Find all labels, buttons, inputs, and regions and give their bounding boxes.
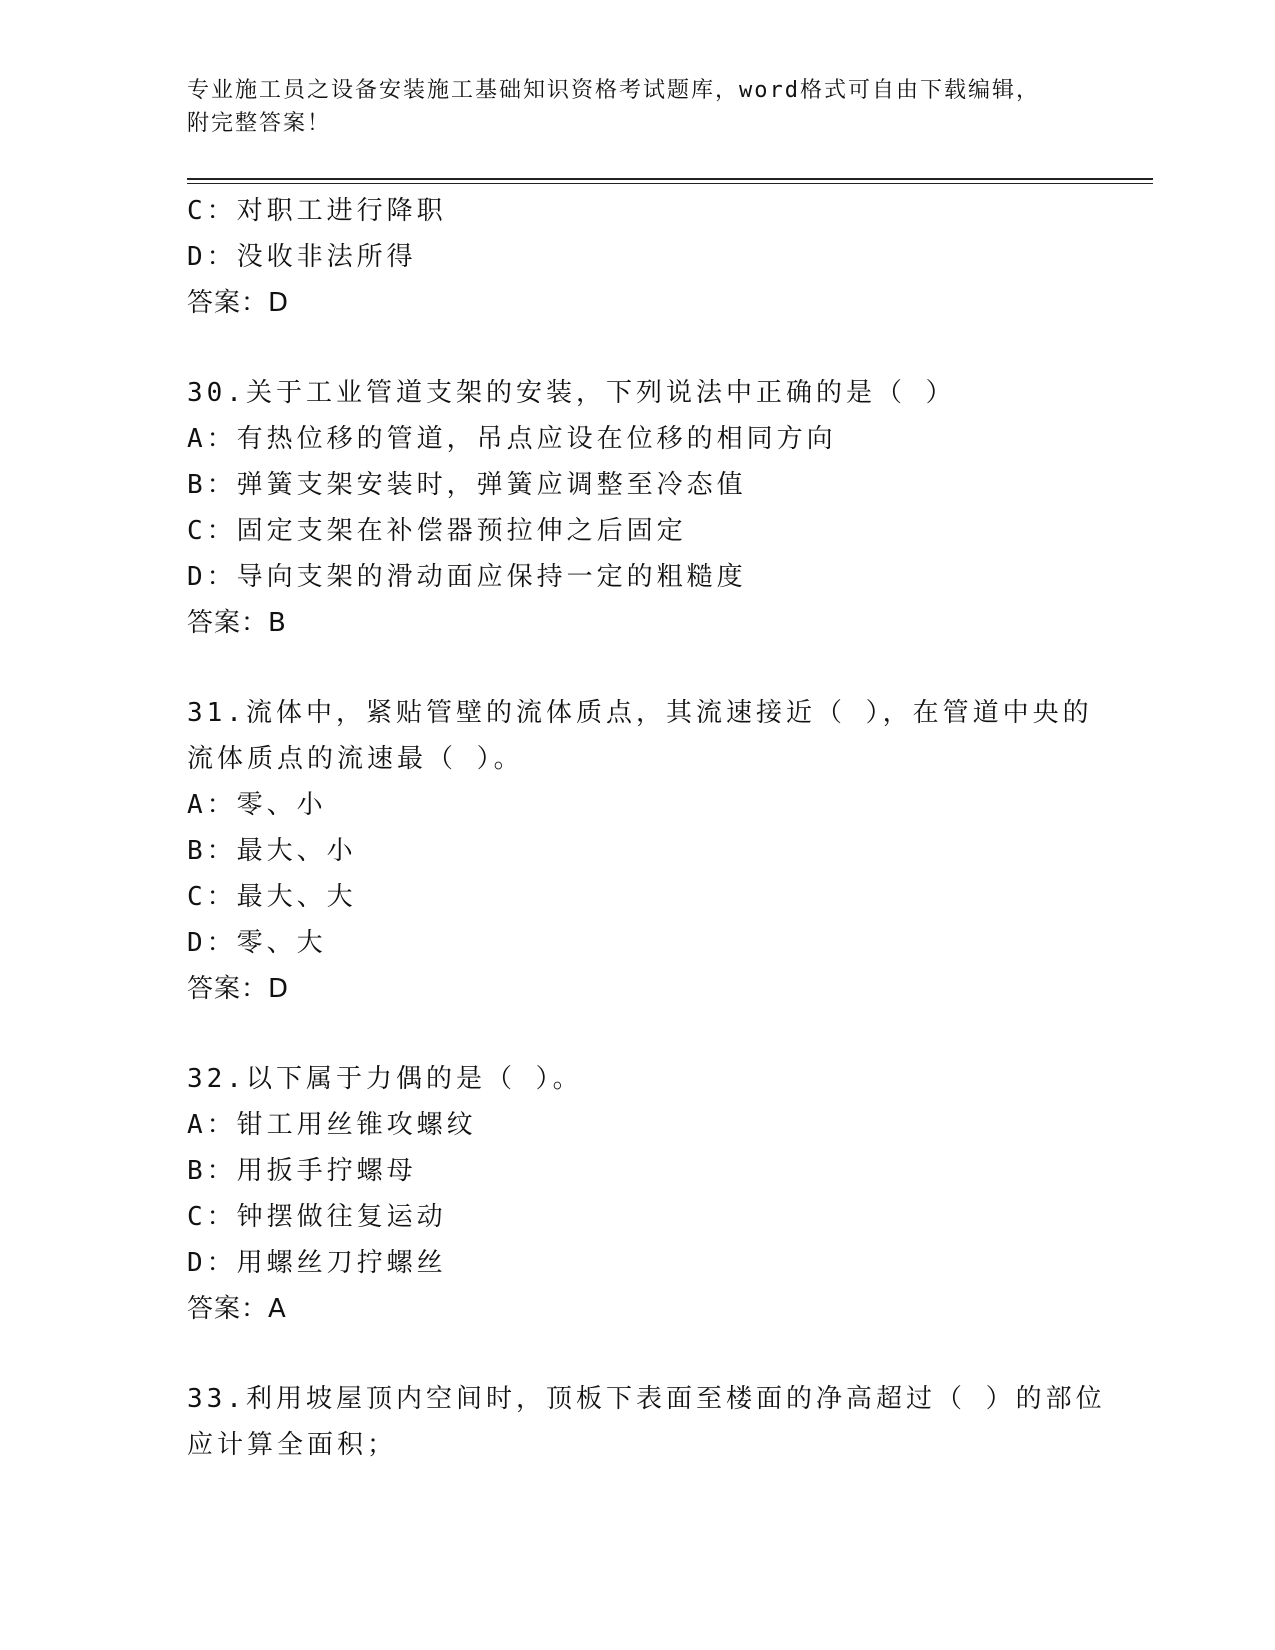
question-text: 30.关于工业管道支架的安装，下列说法中正确的是（ ）: [187, 378, 956, 408]
question-text-line-1: 33.利用坡屋顶内空间时，顶板下表面至楼面的净高超过（ ）的部位: [187, 1384, 1106, 1414]
option-c: C：最大、大: [187, 882, 357, 912]
option-c: C：钟摆做往复运动: [187, 1202, 447, 1232]
header-line-2: 附完整答案！: [187, 111, 332, 136]
answer-line: 答案：D: [187, 288, 290, 318]
header-divider-thick: [187, 178, 1153, 180]
answer-line: 答案：D: [187, 974, 290, 1004]
answer-line: 答案：B: [187, 608, 287, 638]
option-d: D：没收非法所得: [187, 242, 417, 272]
option-d: D：导向支架的滑动面应保持一定的粗糙度: [187, 562, 747, 592]
header-line-1: 专业施工员之设备安装施工基础知识资格考试题库，word格式可自由下载编辑，: [187, 78, 1040, 103]
question-block-30: [187, 370, 1137, 646]
spacer: [187, 326, 1137, 370]
answer-line: 答案：A: [187, 1294, 287, 1324]
option-b: B：最大、小: [187, 836, 357, 866]
option-c: C：对职工进行降职: [187, 196, 447, 226]
option-d: D：用螺丝刀拧螺丝: [187, 1248, 447, 1278]
option-b: B：用扳手拧螺母: [187, 1156, 417, 1186]
question-block-33: [187, 1376, 1137, 1468]
option-c: C：固定支架在补偿器预拉伸之后固定: [187, 516, 687, 546]
spacer: [187, 1332, 1137, 1376]
question-block-32: [187, 1056, 1137, 1332]
option-a: A：零、小: [187, 790, 327, 820]
option-a: A：钳工用丝锥攻螺纹: [187, 1110, 477, 1140]
question-text-line-2: 流体质点的流速最（ ）。: [187, 744, 524, 774]
spacer: [187, 646, 1137, 690]
spacer: [187, 1012, 1137, 1056]
option-d: D：零、大: [187, 928, 327, 958]
question-text-line-1: 31.流体中，紧贴管壁的流体质点，其流速接近（ ），在管道中央的: [187, 698, 1093, 728]
document-body: [187, 188, 1137, 1468]
question-text: 32.以下属于力偶的是（ ）。: [187, 1064, 583, 1094]
option-a: A：有热位移的管道，吊点应设在位移的相同方向: [187, 424, 837, 454]
question-block-31: [187, 690, 1137, 1012]
document-header: [187, 74, 1167, 140]
header-divider-thin: [187, 183, 1153, 184]
question-text-line-2: 应计算全面积；: [187, 1430, 398, 1460]
question-block-prev: [187, 188, 1137, 326]
option-b: B：弹簧支架安装时，弹簧应调整至冷态值: [187, 470, 747, 500]
